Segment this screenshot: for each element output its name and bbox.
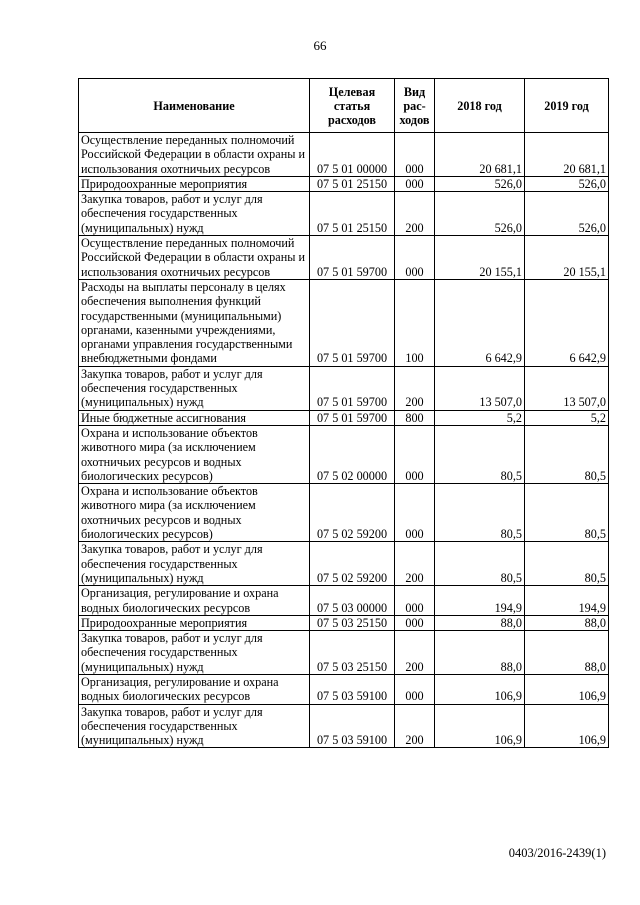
header-2019: 2019 год bbox=[525, 79, 609, 133]
row-target-article: 07 5 02 59200 bbox=[310, 542, 395, 586]
header-2018: 2018 год bbox=[435, 79, 525, 133]
row-target-article: 07 5 01 00000 bbox=[310, 133, 395, 177]
row-target-article: 07 5 02 00000 bbox=[310, 425, 395, 483]
row-name: Осуществление переданных полномочий Российской Федерации в области охраны и использования охотничьих ресурсов bbox=[79, 236, 310, 280]
row-name: Организация, регулирование и охрана водных биологических ресурсов bbox=[79, 674, 310, 704]
row-value-2018: 106,9 bbox=[435, 704, 525, 748]
row-name: Закупка товаров, работ и услуг для обеспечения государственных (муниципальных) нужд bbox=[79, 704, 310, 748]
table-row bbox=[79, 586, 609, 616]
row-target-article: 07 5 01 25150 bbox=[310, 176, 395, 191]
table-row bbox=[79, 176, 609, 191]
table-row bbox=[79, 425, 609, 483]
row-expense-type: 000 bbox=[395, 425, 435, 483]
row-name: Природоохранные мероприятия bbox=[79, 176, 310, 191]
row-target-article: 07 5 01 25150 bbox=[310, 192, 395, 236]
row-name: Расходы на выплаты персоналу в целях обеспечения выполнения функций государственными (муниципальными) органами, казенными учреждениями, органами управления государственными внебюджетными фондами bbox=[79, 279, 310, 366]
row-expense-type: 000 bbox=[395, 133, 435, 177]
table-row bbox=[79, 192, 609, 236]
row-value-2018: 20 155,1 bbox=[435, 236, 525, 280]
table-row bbox=[79, 674, 609, 704]
row-target-article: 07 5 01 59700 bbox=[310, 236, 395, 280]
row-target-article: 07 5 03 25150 bbox=[310, 631, 395, 675]
row-value-2019: 88,0 bbox=[525, 631, 609, 675]
row-name: Охрана и использование объектов животного мира (за исключением охотничьих ресурсов и водных биологических ресурсов) bbox=[79, 484, 310, 542]
row-value-2018: 13 507,0 bbox=[435, 366, 525, 410]
row-target-article: 07 5 03 25150 bbox=[310, 615, 395, 630]
table-row bbox=[79, 704, 609, 748]
table-row bbox=[79, 410, 609, 425]
row-value-2019: 20 155,1 bbox=[525, 236, 609, 280]
row-value-2019: 6 642,9 bbox=[525, 279, 609, 366]
document-code: 0403/2016-2439(1) bbox=[508, 846, 606, 860]
table-row bbox=[79, 542, 609, 586]
row-name: Организация, регулирование и охрана водных биологических ресурсов bbox=[79, 586, 310, 616]
row-value-2019: 20 681,1 bbox=[525, 133, 609, 177]
row-value-2018: 80,5 bbox=[435, 542, 525, 586]
table-row bbox=[79, 279, 609, 366]
row-expense-type: 200 bbox=[395, 366, 435, 410]
row-value-2019: 106,9 bbox=[525, 704, 609, 748]
table-row bbox=[79, 631, 609, 675]
row-target-article: 07 5 01 59700 bbox=[310, 279, 395, 366]
row-value-2018: 526,0 bbox=[435, 192, 525, 236]
row-name: Иные бюджетные ассигнования bbox=[79, 410, 310, 425]
row-expense-type: 200 bbox=[395, 542, 435, 586]
row-name: Закупка товаров, работ и услуг для обеспечения государственных (муниципальных) нужд bbox=[79, 366, 310, 410]
budget-table bbox=[78, 78, 609, 748]
header-name: Наименование bbox=[79, 79, 310, 133]
row-target-article: 07 5 01 59700 bbox=[310, 366, 395, 410]
row-expense-type: 000 bbox=[395, 586, 435, 616]
row-expense-type: 200 bbox=[395, 704, 435, 748]
header-expense-type: Вид рас- ходов bbox=[395, 79, 435, 133]
row-expense-type: 000 bbox=[395, 176, 435, 191]
row-name: Природоохранные мероприятия bbox=[79, 615, 310, 630]
row-expense-type: 100 bbox=[395, 279, 435, 366]
row-value-2018: 20 681,1 bbox=[435, 133, 525, 177]
row-value-2018: 80,5 bbox=[435, 425, 525, 483]
row-value-2018: 5,2 bbox=[435, 410, 525, 425]
row-value-2018: 88,0 bbox=[435, 615, 525, 630]
row-target-article: 07 5 03 59100 bbox=[310, 704, 395, 748]
row-value-2018: 6 642,9 bbox=[435, 279, 525, 366]
row-value-2019: 13 507,0 bbox=[525, 366, 609, 410]
table-row bbox=[79, 366, 609, 410]
row-target-article: 07 5 01 59700 bbox=[310, 410, 395, 425]
row-value-2019: 80,5 bbox=[525, 484, 609, 542]
row-value-2019: 106,9 bbox=[525, 674, 609, 704]
row-value-2018: 194,9 bbox=[435, 586, 525, 616]
table-row bbox=[79, 484, 609, 542]
table-row bbox=[79, 133, 609, 177]
row-value-2019: 526,0 bbox=[525, 192, 609, 236]
table-header-row bbox=[79, 79, 609, 133]
row-value-2018: 106,9 bbox=[435, 674, 525, 704]
row-expense-type: 000 bbox=[395, 484, 435, 542]
row-name: Закупка товаров, работ и услуг для обеспечения государственных (муниципальных) нужд bbox=[79, 631, 310, 675]
row-target-article: 07 5 02 59200 bbox=[310, 484, 395, 542]
row-expense-type: 800 bbox=[395, 410, 435, 425]
row-name: Охрана и использование объектов животного мира (за исключением охотничьих ресурсов и водных биологических ресурсов) bbox=[79, 425, 310, 483]
row-value-2019: 80,5 bbox=[525, 542, 609, 586]
row-expense-type: 000 bbox=[395, 674, 435, 704]
row-value-2019: 88,0 bbox=[525, 615, 609, 630]
row-value-2018: 80,5 bbox=[435, 484, 525, 542]
row-value-2019: 526,0 bbox=[525, 176, 609, 191]
row-target-article: 07 5 03 59100 bbox=[310, 674, 395, 704]
row-value-2019: 5,2 bbox=[525, 410, 609, 425]
row-name: Закупка товаров, работ и услуг для обеспечения государственных (муниципальных) нужд bbox=[79, 192, 310, 236]
row-expense-type: 200 bbox=[395, 192, 435, 236]
header-target-article: Целевая статья расходов bbox=[310, 79, 395, 133]
row-name: Закупка товаров, работ и услуг для обеспечения государственных (муниципальных) нужд bbox=[79, 542, 310, 586]
row-expense-type: 000 bbox=[395, 615, 435, 630]
row-expense-type: 000 bbox=[395, 236, 435, 280]
row-value-2018: 88,0 bbox=[435, 631, 525, 675]
page-number: 66 bbox=[313, 38, 327, 53]
table-row bbox=[79, 615, 609, 630]
row-value-2019: 80,5 bbox=[525, 425, 609, 483]
table-row bbox=[79, 236, 609, 280]
row-name: Осуществление переданных полномочий Российской Федерации в области охраны и использования охотничьих ресурсов bbox=[79, 133, 310, 177]
row-value-2018: 526,0 bbox=[435, 176, 525, 191]
row-expense-type: 200 bbox=[395, 631, 435, 675]
row-value-2019: 194,9 bbox=[525, 586, 609, 616]
row-target-article: 07 5 03 00000 bbox=[310, 586, 395, 616]
